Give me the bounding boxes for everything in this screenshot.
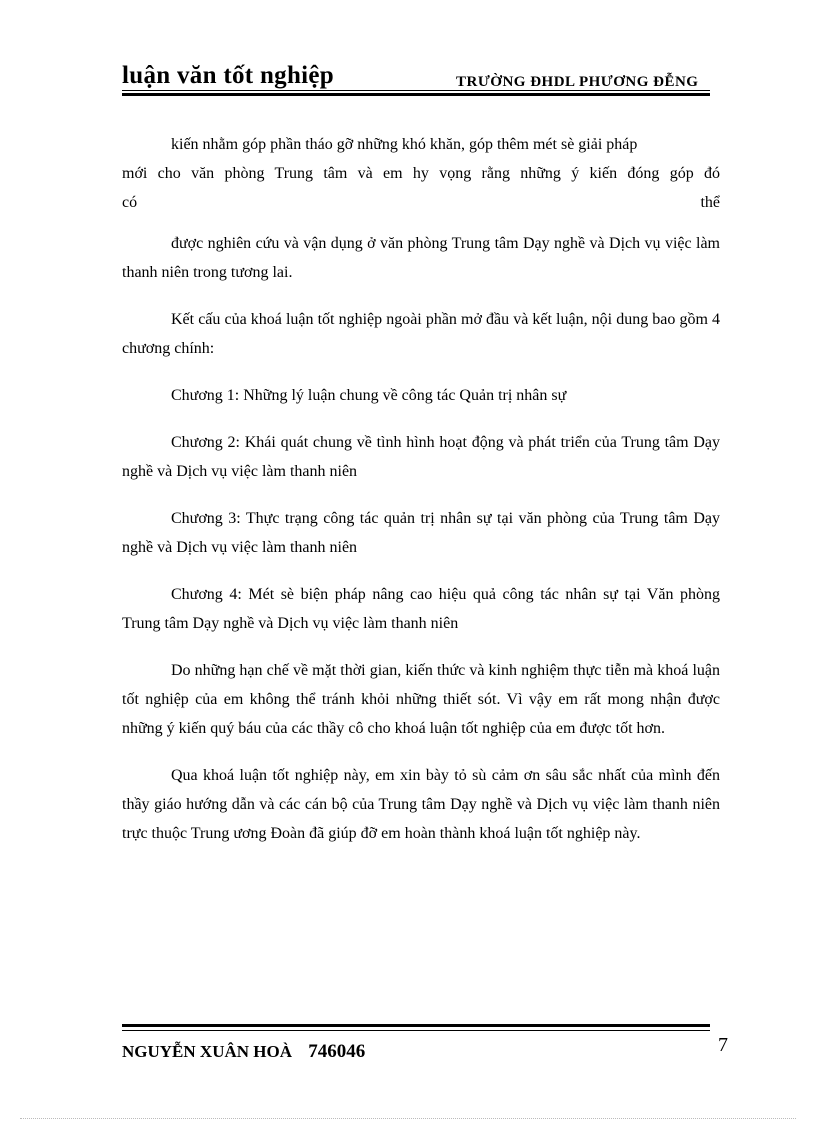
paragraph-4: Do những hạn chế về mặt thời gian, kiến thức và kinh nghiệm thực tiễn mà khoá luận tốt nghiệp của em không thể tránh khỏi những thiết sót. Vì vậy em rất mong nhận được những ý kiến quý báu của các thầy cô cho khoá luận tốt nghiệp của em được tốt hơn. xyxy=(122,662,720,737)
footer-author-block xyxy=(122,1041,365,1063)
document-body xyxy=(122,130,720,866)
footer-student-id: 746046 xyxy=(308,1041,366,1062)
header-rule-thick xyxy=(122,93,710,96)
page-number: 7 xyxy=(718,1034,728,1056)
chapter-4: Chương 4: Mét sè biện pháp nâng cao hiệu quả công tác nhân sự tại Văn phòng Trung tâm Dạy nghề và Dịch vụ việc làm thanh niên xyxy=(122,586,720,632)
header-rule xyxy=(122,90,710,91)
chapter-2: Chương 2: Khái quát chung về tình hình hoạt động và phát triển của Trung tâm Dạy nghề và Dịch vụ việc làm thanh niên xyxy=(122,434,720,480)
paragraph-1-line-1: kiến nhằm góp phần tháo gỡ những khó khăn, góp thêm mét sè giải pháp xyxy=(171,136,638,153)
paragraph-3: Kết cấu của khoá luận tốt nghiệp ngoài phần mở đầu và kết luận, nội dung bao gồm 4 chương chính: xyxy=(122,311,720,357)
paragraph-2: được nghiên cứu và vận dụng ở văn phòng Trung tâm Dạy nghề và Dịch vụ việc làm thanh niên trong tương lai. xyxy=(122,235,720,281)
chapter-1: Chương 1: Những lý luận chung về công tác Quản trị nhân sự xyxy=(171,387,567,404)
footer-author: NGUYỄN XUÂN HOÀ xyxy=(122,1042,292,1061)
footer-rule-thick xyxy=(122,1024,710,1027)
paragraph-1-line-3-right: thể xyxy=(700,194,720,211)
chapter-3: Chương 3: Thực trạng công tác quản trị nhân sự tại văn phòng của Trung tâm Dạy nghề và Dịch vụ việc làm thanh niên xyxy=(122,510,720,556)
header-title: luận văn tốt nghiệp xyxy=(122,62,335,89)
paragraph-1-line-3-left: có xyxy=(122,194,138,211)
paragraph-1-line-3 xyxy=(122,188,720,217)
page-edge-divider xyxy=(20,1118,796,1119)
paragraph-5: Qua khoá luận tốt nghiệp này, em xin bày tỏ sù cảm ơn sâu sắc nhất của mình đến thầy giáo hướng dẫn và các cán bộ của Trung tâm Dạy nghề và Dịch vụ việc làm thanh niên trực thuộc Trung ương Đoàn đã giúp đỡ em hoàn thành khoá luận tốt nghiệp này. xyxy=(122,767,720,842)
footer-rule xyxy=(122,1030,710,1031)
header-school: TRƯỜNG ĐHDL PHƯƠNG ĐỄNG xyxy=(456,74,699,90)
paragraph-1-line-2: mới cho văn phòng Trung tâm và em hy vọng rằng những ý kiến đóng góp đó xyxy=(122,165,720,182)
